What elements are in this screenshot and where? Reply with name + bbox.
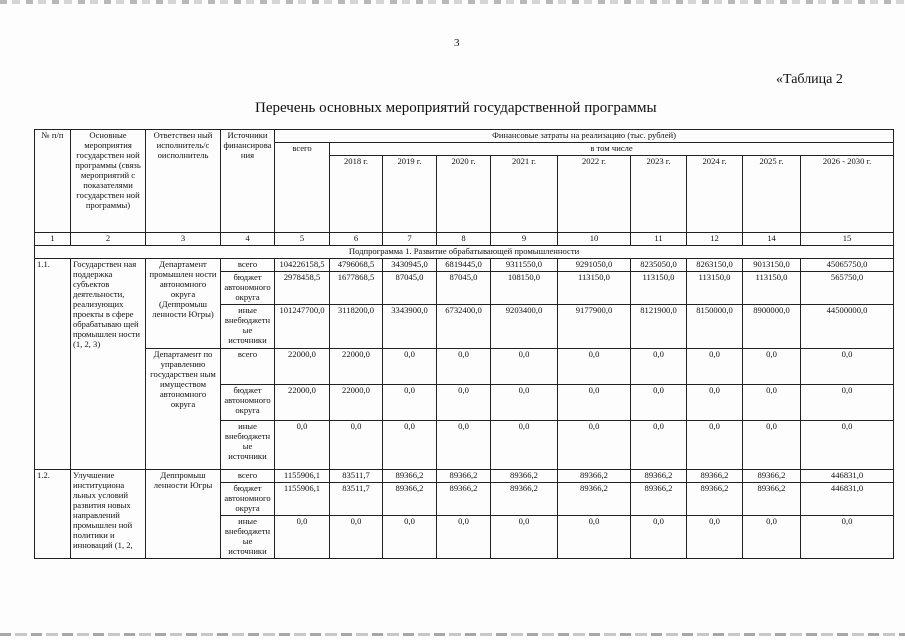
amount-cell: 44500000,0	[801, 304, 894, 348]
amount-cell: 113150,0	[743, 271, 801, 304]
amount-cell: 1155906,1	[275, 482, 330, 515]
header-responsible: Ответствен ный исполнитель/с оисполнитель	[146, 130, 221, 233]
amount-cell: 89366,2	[437, 482, 491, 515]
header-year: 2018 г.	[330, 155, 383, 232]
amount-cell: 0,0	[743, 420, 801, 469]
column-number: 8	[437, 232, 491, 245]
amount-cell: 3118200,0	[330, 304, 383, 348]
amount-cell: 0,0	[801, 384, 894, 420]
header-year: 2020 г.	[437, 155, 491, 232]
amount-cell: 0,0	[437, 348, 491, 384]
amount-cell: 45065750,0	[801, 258, 894, 271]
subprogram-title: Подпрограмма 1. Развитие обрабатывающей промышленности	[35, 245, 894, 258]
amount-cell: 83511,7	[330, 482, 383, 515]
amount-cell: 0,0	[687, 420, 743, 469]
amount-cell: 0,0	[437, 515, 491, 558]
amount-cell: 22000,0	[275, 384, 330, 420]
amount-cell: 3430945,0	[383, 258, 437, 271]
amount-cell: 22000,0	[330, 384, 383, 420]
amount-cell: 89366,2	[631, 469, 687, 482]
table-reference: «Таблица 2	[776, 72, 843, 87]
amount-cell: 104226158,5	[275, 258, 330, 271]
amount-cell: 1155906,1	[275, 469, 330, 482]
column-number: 6	[330, 232, 383, 245]
amount-cell: 87045,0	[437, 271, 491, 304]
amount-cell: 89366,2	[687, 482, 743, 515]
amount-cell: 108150,0	[491, 271, 558, 304]
funding-source: бюджет автономного округа	[221, 271, 275, 304]
funding-source: бюджет автономного округа	[221, 482, 275, 515]
amount-cell: 0,0	[687, 348, 743, 384]
amount-cell: 1677868,5	[330, 271, 383, 304]
header-year: 2023 г.	[631, 155, 687, 232]
scan-edge-bottom	[0, 633, 905, 636]
amount-cell: 89366,2	[743, 482, 801, 515]
amount-cell: 0,0	[383, 515, 437, 558]
column-number: 10	[558, 232, 631, 245]
amount-cell: 0,0	[687, 384, 743, 420]
header-no: № п/п	[35, 130, 71, 233]
amount-cell: 9311550,0	[491, 258, 558, 271]
amount-cell: 0,0	[491, 515, 558, 558]
amount-cell: 89366,2	[687, 469, 743, 482]
amount-cell: 89366,2	[383, 469, 437, 482]
funding-source: иные внебюджетн ые источники	[221, 304, 275, 348]
amount-cell: 0,0	[491, 384, 558, 420]
amount-cell: 89366,2	[383, 482, 437, 515]
amount-cell: 8121900,0	[631, 304, 687, 348]
table-row	[35, 469, 894, 482]
amount-cell: 0,0	[801, 420, 894, 469]
funding-source: иные внебюджетн ые источники	[221, 515, 275, 558]
amount-cell: 113150,0	[558, 271, 631, 304]
header-financing-group: Финансовые затраты на реализацию (тыс. рублей)	[275, 130, 894, 143]
amount-cell: 89366,2	[558, 482, 631, 515]
amount-cell: 8150000,0	[687, 304, 743, 348]
amount-cell: 0,0	[631, 384, 687, 420]
amount-cell: 0,0	[801, 515, 894, 558]
header-year: 2026 - 2030 г.	[801, 155, 894, 232]
amount-cell: 113150,0	[687, 271, 743, 304]
amount-cell: 0,0	[743, 515, 801, 558]
header-year: 2022 г.	[558, 155, 631, 232]
amount-cell: 0,0	[437, 420, 491, 469]
activity-number: 1.2.	[35, 469, 71, 558]
column-number: 3	[146, 232, 221, 245]
amount-cell: 9291050,0	[558, 258, 631, 271]
responsible-executor: Департамент по управлению государствен ным имуществом автономного округа	[146, 348, 221, 469]
page-number: 3	[454, 37, 460, 49]
amount-cell: 89366,2	[437, 469, 491, 482]
amount-cell: 0,0	[491, 420, 558, 469]
amount-cell: 89366,2	[631, 482, 687, 515]
amount-cell: 0,0	[275, 420, 330, 469]
activity-name: Государствен ная поддержка субъектов деятельности, реализующих проекты в сфере обрабатываю щей промышлен ности (1, 2, 3)	[71, 258, 146, 469]
column-number: 9	[491, 232, 558, 245]
amount-cell: 0,0	[275, 515, 330, 558]
responsible-executor: Деппромыш ленности Югры	[146, 469, 221, 558]
amount-cell: 113150,0	[631, 271, 687, 304]
amount-cell: 0,0	[437, 384, 491, 420]
amount-cell: 89366,2	[743, 469, 801, 482]
funding-source: всего	[221, 348, 275, 384]
header-year: 2024 г.	[687, 155, 743, 232]
responsible-executor: Департамент промышлен ности автономного округа (Деппромыш ленности Югры)	[146, 258, 221, 348]
funding-source: всего	[221, 469, 275, 482]
amount-cell: 83511,7	[330, 469, 383, 482]
amount-cell: 87045,0	[383, 271, 437, 304]
header-year: 2019 г.	[383, 155, 437, 232]
amount-cell: 22000,0	[330, 348, 383, 384]
amount-cell: 8900000,0	[743, 304, 801, 348]
amount-cell: 446831,0	[801, 469, 894, 482]
amount-cell: 0,0	[631, 515, 687, 558]
amount-cell: 0,0	[558, 384, 631, 420]
scan-edge-top	[0, 0, 905, 4]
amount-cell: 22000,0	[275, 348, 330, 384]
amount-cell: 6732400,0	[437, 304, 491, 348]
funding-source: иные внебюджетн ые источники	[221, 420, 275, 469]
amount-cell: 0,0	[383, 384, 437, 420]
amount-cell: 89366,2	[558, 469, 631, 482]
amount-cell: 0,0	[383, 348, 437, 384]
header-total: всего	[275, 142, 330, 232]
amount-cell: 0,0	[383, 420, 437, 469]
amount-cell: 0,0	[558, 420, 631, 469]
activity-name: Улучшение институциона льных условий развития новых направлений промышлен ной политики и инноваций (1, 2,	[71, 469, 146, 558]
activities-table	[34, 129, 894, 559]
amount-cell: 101247700,0	[275, 304, 330, 348]
funding-source: всего	[221, 258, 275, 271]
column-number: 1	[35, 232, 71, 245]
amount-cell: 89366,2	[491, 469, 558, 482]
amount-cell: 446831,0	[801, 482, 894, 515]
amount-cell: 0,0	[330, 515, 383, 558]
column-number: 12	[687, 232, 743, 245]
amount-cell: 9013150,0	[743, 258, 801, 271]
amount-cell: 6819445,0	[437, 258, 491, 271]
amount-cell: 9203400,0	[491, 304, 558, 348]
header-year: 2021 г.	[491, 155, 558, 232]
column-number: 7	[383, 232, 437, 245]
column-number: 5	[275, 232, 330, 245]
amount-cell: 0,0	[801, 348, 894, 384]
amount-cell: 89366,2	[491, 482, 558, 515]
amount-cell: 0,0	[687, 515, 743, 558]
amount-cell: 0,0	[631, 420, 687, 469]
column-number: 11	[631, 232, 687, 245]
amount-cell: 8235050,0	[631, 258, 687, 271]
table-row	[35, 258, 894, 271]
column-number: 15	[801, 232, 894, 245]
amount-cell: 0,0	[330, 420, 383, 469]
activity-number: 1.1.	[35, 258, 71, 469]
column-number: 14	[743, 232, 801, 245]
amount-cell: 0,0	[743, 384, 801, 420]
funding-source: бюджет автономного округа	[221, 384, 275, 420]
document-title: Перечень основных мероприятий государственной программы	[255, 100, 657, 116]
amount-cell: 0,0	[743, 348, 801, 384]
amount-cell: 9177900,0	[558, 304, 631, 348]
header-sources: Источники финансирова ния	[221, 130, 275, 233]
table-row	[35, 348, 894, 384]
amount-cell: 565750,0	[801, 271, 894, 304]
amount-cell: 0,0	[558, 515, 631, 558]
header-activity: Основные мероприятия государствен ной программы (связь мероприятий с показателями государствен ной программы)	[71, 130, 146, 233]
amount-cell: 2978458,5	[275, 271, 330, 304]
column-number: 2	[71, 232, 146, 245]
amount-cell: 0,0	[558, 348, 631, 384]
column-number: 4	[221, 232, 275, 245]
header-including: в том числе	[330, 142, 894, 155]
amount-cell: 0,0	[491, 348, 558, 384]
amount-cell: 8263150,0	[687, 258, 743, 271]
amount-cell: 4796068,5	[330, 258, 383, 271]
amount-cell: 0,0	[631, 348, 687, 384]
amount-cell: 3343900,0	[383, 304, 437, 348]
header-year: 2025 г.	[743, 155, 801, 232]
